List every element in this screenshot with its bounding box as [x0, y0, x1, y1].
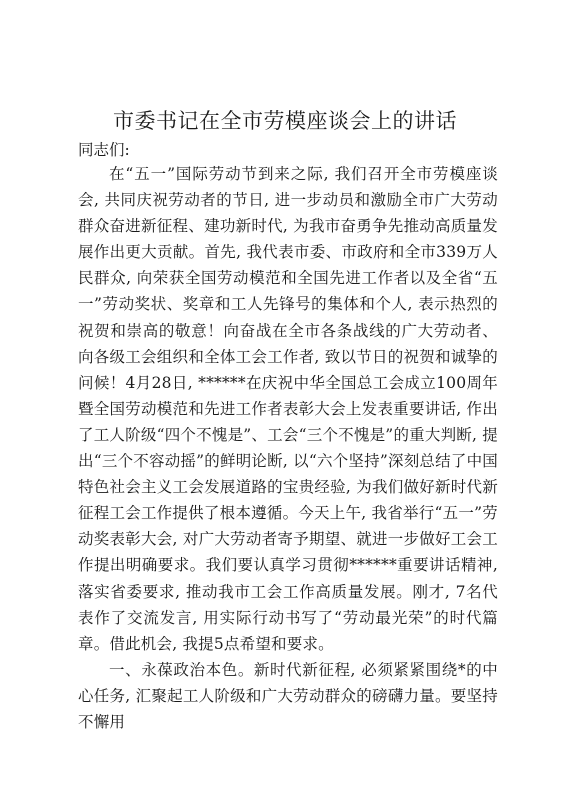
paragraph: 在“五一”国际劳动节到来之际, 我们召开全市劳模座谈会, 共同庆祝劳动者的节日, 进一步动员和激励全市广大劳动群众奋进新征程、建功新时代, 为我市奋勇争先推动高质量发展作出更大贡献。首先, 我代表市委、市政府和全市339万人民群众, 向荣获全国劳动模范和全国先进工作者以及全省“五一”劳动奖状、奖章和工人先锋号的集体和个人, 表示热烈的祝贺和崇高的敬意！向奋战在全市各条战线的广大劳动者、向各级工会组织和全体工会工作者, 致以节日的祝贺和诚挚的问候！4月28日, ******在庆祝中华全国总工会成立100周年暨全国劳动模范和先进工作者表彰大会上发表重要讲话, 作出了工人阶级“四个不愧是”、工会“三个不愧是”的重大判断, 提出“三个不容动摇”的鲜明论断, 以“六个坚持”深刻总结了中国特色社会主义工会发展道路的宝贵经验, 为我们做好新时代新征程工会工作提供了根本遵循。今天上午, 我省举行“五一”劳动奖表彰大会, 对广大劳动者寄予期望、就进一步做好工会工作提出明确要求。我们要认真学习贯彻******重要讲话精神, 落实省委要求, 推动我市工会工作高质量发展。刚才, 7名代表作了交流发言, 用实际行动书写了“劳动最光荣”的时代篇章。借此机会, 我提5点希望和要求。: [78, 165, 498, 653]
document-body: [78, 161, 498, 735]
salutation: 同志们:: [78, 141, 130, 159]
paragraph: 一、永葆政治本色。新时代新征程, 必须紧紧围绕*的中心任务, 汇聚起工人阶级和广大劳动群众的磅礴力量。要坚持不懈用: [78, 660, 498, 731]
document-title: 市委书记在全市劳模座谈会上的讲话: [113, 109, 457, 133]
